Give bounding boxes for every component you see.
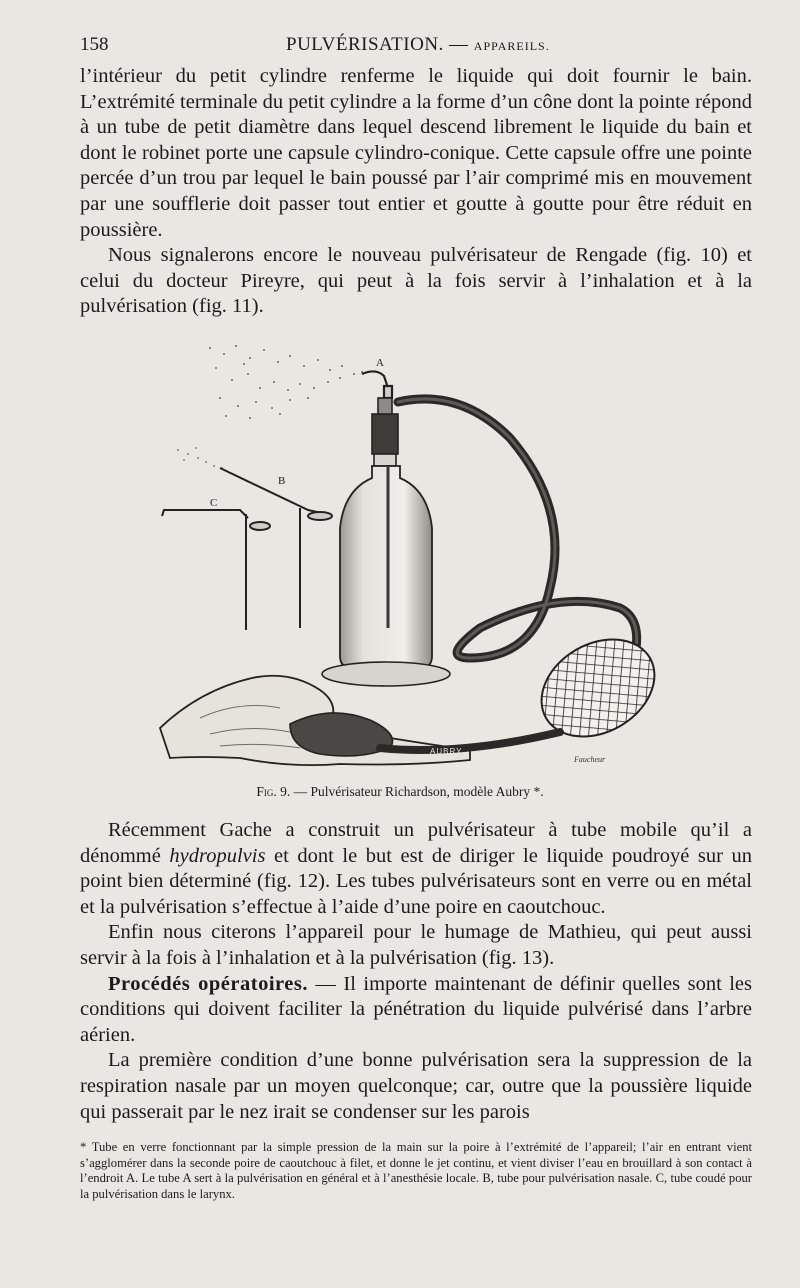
rubber-hose [398,399,637,658]
figure-number: Fig. 9. [256,784,291,799]
bottle-neck [372,398,398,466]
maker-stamp: AUBRY [430,747,463,756]
paragraph-rengade: Nous signalerons encore le nouveau pulvérisateur de Rengade (fig. 10) et celui du docteur Pireyre, qui peut à la fois servir à l’inhalation et à la pulvérisation (fig. 11). [80,244,752,318]
label-b: B [278,475,286,487]
label-c: C [210,497,218,509]
tube-c [162,510,270,630]
glass-bottle [340,466,432,668]
running-title-sub: APPAREILS. [473,39,550,53]
page-number: 158 [80,34,109,55]
paragraph-gache-start: Récemment Gache a construit un pulvérisateur à tube mobile qu’il a dénommé [80,819,752,867]
section-heading-procedes: Procédés opératoires. [108,972,308,995]
running-title-main: PULVÉRISATION. — [286,34,469,55]
paragraph-gache-end: et dont le but est de diriger le liquide poudroyé sur un point bien déterminé (fig. 12). Les tubes pulvérisateurs sont en verre ou en métal et la pulvérisation s’effectue à l’aide d’une poire en caoutchouc. [80,844,752,918]
bottle-base [322,662,450,686]
paragraph-condition: La première condition d’une bonne pulvérisation sera la suppression de la respiration nasale par un moyen quelconque; car, outre que la poussière liquide qui passerait par le nez irait se condenser sur les parois [80,1049,752,1123]
figure-illustration [140,328,660,768]
paragraph-continuation: l’intérieur du petit cylindre renferme le liquide qui doit fournir le bain. L’extrémité terminale du petit cylindre a la forme d’un cône dont la pointe répond à un tube de petit diamètre dans lequel descend librement le liquide du bain et dont le robinet porte une capsule cylindro-conique. Cette capsule offre une pointe percée d’un trou par lequel le bain poussé par l’air comprimé mis en mouvement par une soufflerie doit passer tout entier et goutte à goutte pour être réduit en poussière. [80,65,752,241]
spray-mist-b [177,447,223,469]
paragraph-gache [80,818,752,920]
term-hydropulvis: hydropulvis [169,844,266,867]
engraver-signature: Faucheur [574,755,606,764]
paragraph-mathieu: Enfin nous citerons l’appareil pour le humage de Mathieu, qui peut aussi servir à la fois à l’inhalation et à la pulvérisation (fig. 13). [80,921,752,969]
paragraph-procedes-text: — Il importe maintenant de définir quelles sont les conditions qui doivent faciliter la pénétration du liquide pulvérisé dans l’arbre aérien. [80,972,752,1046]
label-a: A [376,357,384,369]
spray-mist-a [209,345,363,419]
running-header [80,34,752,58]
footnote: * Tube en verre fonctionnant par la simple pression de la main sur la poire à l’extrémité de l’appareil; l’air en entrant vient s’agglomérer dans la seconde poire de caoutchouc à filet, et donne le jet continu, et vient diviser l’eau en brouillard à son contact à l’endroit A. Le tube A sert à la pulvérisation en général et à l’anesthésie locale. B, tube pour pulvérisation nasale. C, tube coudé pour la pulvérisation dans le larynx. [80,1140,752,1201]
text-block-top [80,64,752,320]
paragraph-procedes [80,972,752,1049]
running-title [286,34,550,56]
tube-b [220,468,332,628]
rubber-hose-highlight [398,399,637,658]
figure-caption [0,784,800,800]
figure-caption-text: — Pulvérisateur Richardson, modèle Aubry *. [290,784,544,799]
text-block-bottom [80,818,752,1125]
tube-a-nozzle [362,371,392,398]
